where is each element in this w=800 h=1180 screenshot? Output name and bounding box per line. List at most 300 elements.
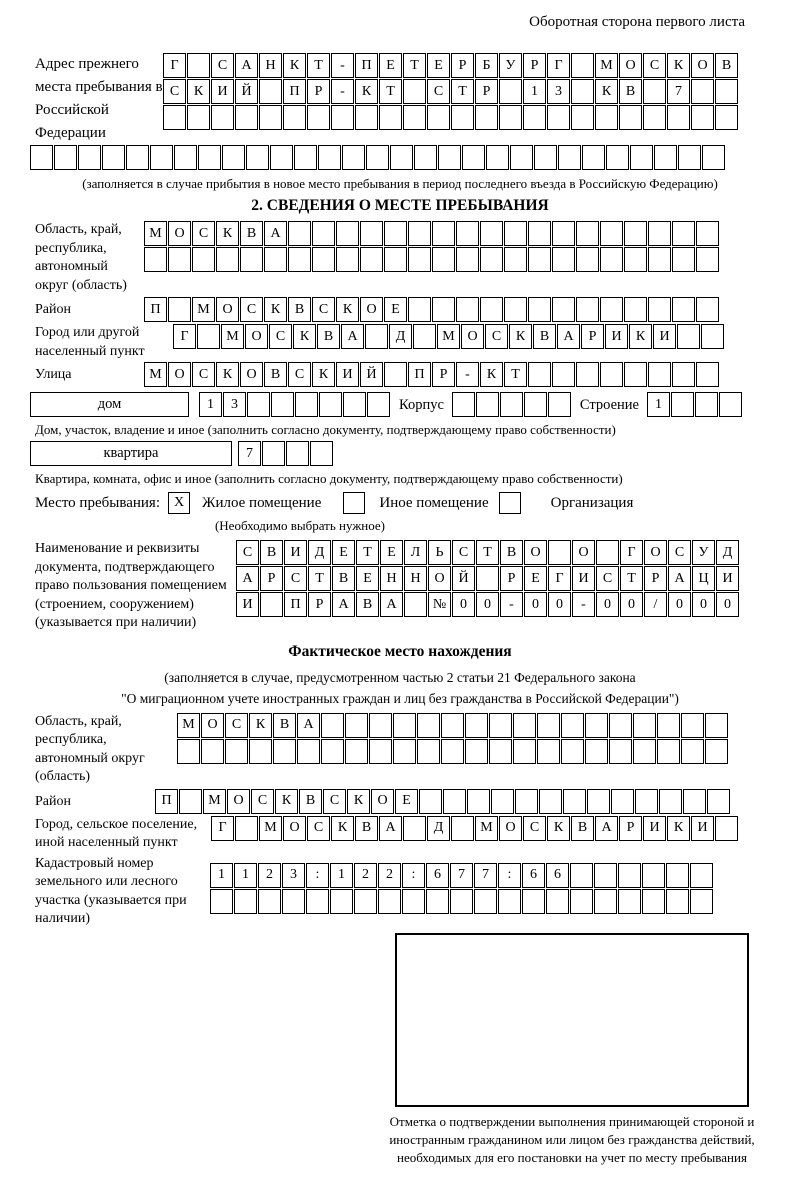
char-box[interactable]: К [331,816,354,841]
checkbox-zhiloe[interactable]: X [168,492,190,514]
char-box[interactable] [480,221,503,246]
char-box[interactable] [624,221,647,246]
char-box[interactable]: С [307,816,330,841]
char-box[interactable]: 1 [330,863,353,888]
char-box[interactable]: К [509,324,532,349]
char-box[interactable] [456,247,479,272]
char-box[interactable] [318,145,341,170]
char-box[interactable] [654,145,677,170]
char-box[interactable]: О [168,221,191,246]
char-box[interactable] [179,789,202,814]
char-box[interactable]: К [667,53,690,78]
char-box[interactable] [681,739,704,764]
char-box[interactable]: С [192,362,215,387]
char-box[interactable] [672,221,695,246]
char-box[interactable] [499,105,522,130]
char-box[interactable]: - [331,53,354,78]
char-box[interactable]: С [284,566,307,591]
char-box[interactable] [619,105,642,130]
char-box[interactable]: 7 [238,441,261,466]
char-box[interactable]: К [216,221,239,246]
char-box[interactable]: У [499,53,522,78]
char-box[interactable] [596,540,619,565]
char-box[interactable] [633,739,656,764]
char-box[interactable]: А [264,221,287,246]
char-box[interactable]: 0 [476,592,499,617]
char-box[interactable]: В [355,816,378,841]
char-box[interactable]: Р [523,53,546,78]
char-box[interactable]: 2 [258,863,281,888]
char-box[interactable]: О [619,53,642,78]
char-box[interactable]: 3 [547,79,570,104]
char-box[interactable]: Т [308,566,331,591]
char-box[interactable] [234,889,257,914]
char-box[interactable] [552,247,575,272]
char-box[interactable] [633,713,656,738]
char-box[interactable] [330,889,353,914]
char-box[interactable]: К [355,79,378,104]
char-box[interactable] [384,362,407,387]
char-box[interactable] [144,247,167,272]
char-box[interactable] [534,145,557,170]
char-box[interactable] [342,145,365,170]
char-box[interactable] [585,713,608,738]
char-box[interactable] [441,739,464,764]
char-box[interactable] [312,221,335,246]
char-box[interactable]: Р [432,362,455,387]
char-box[interactable]: А [557,324,580,349]
char-box[interactable]: О [461,324,484,349]
char-box[interactable] [345,713,368,738]
char-box[interactable]: Й [452,566,475,591]
char-box[interactable] [187,105,210,130]
char-box[interactable] [522,889,545,914]
char-box[interactable] [683,789,706,814]
char-box[interactable]: 1 [234,863,257,888]
char-box[interactable] [600,362,623,387]
char-box[interactable]: И [211,79,234,104]
char-box[interactable] [695,392,718,417]
char-box[interactable]: О [240,362,263,387]
char-box[interactable] [510,145,533,170]
char-box[interactable] [677,324,700,349]
char-box[interactable] [30,145,53,170]
char-box[interactable]: С [312,297,335,322]
char-box[interactable] [168,247,191,272]
char-box[interactable]: О [360,297,383,322]
char-box[interactable]: Е [356,566,379,591]
char-box[interactable] [504,221,527,246]
char-box[interactable] [642,889,665,914]
char-box[interactable] [343,392,366,417]
char-box[interactable] [576,247,599,272]
char-box[interactable] [643,105,666,130]
char-box[interactable]: В [533,324,556,349]
char-box[interactable] [570,889,593,914]
char-box[interactable]: В [500,540,523,565]
char-box[interactable] [691,105,714,130]
char-box[interactable] [354,889,377,914]
char-box[interactable]: Н [404,566,427,591]
char-box[interactable] [635,789,658,814]
char-box[interactable]: М [475,816,498,841]
char-box[interactable] [690,863,713,888]
char-box[interactable] [452,392,475,417]
char-box[interactable]: : [498,863,521,888]
char-box[interactable]: 3 [223,392,246,417]
char-box[interactable]: 1 [210,863,233,888]
char-box[interactable] [163,105,186,130]
char-box[interactable] [259,105,282,130]
char-box[interactable] [198,145,221,170]
char-box[interactable]: М [144,221,167,246]
char-box[interactable] [474,889,497,914]
char-box[interactable] [696,362,719,387]
char-box[interactable]: О [572,540,595,565]
char-box[interactable] [235,105,258,130]
char-box[interactable] [271,392,294,417]
char-box[interactable]: С [225,713,248,738]
char-box[interactable] [594,889,617,914]
char-box[interactable]: / [644,592,667,617]
char-box[interactable] [235,816,258,841]
char-box[interactable]: К [312,362,335,387]
char-box[interactable] [624,247,647,272]
char-box[interactable] [491,789,514,814]
char-box[interactable] [419,789,442,814]
char-box[interactable]: Р [307,79,330,104]
char-box[interactable]: А [236,566,259,591]
char-box[interactable] [571,53,594,78]
char-box[interactable] [648,362,671,387]
char-box[interactable]: В [317,324,340,349]
char-box[interactable] [321,739,344,764]
char-box[interactable] [696,247,719,272]
char-box[interactable] [403,816,426,841]
char-box[interactable] [273,739,296,764]
char-box[interactable]: К [595,79,618,104]
char-box[interactable]: П [144,297,167,322]
char-box[interactable] [417,739,440,764]
char-box[interactable] [102,145,125,170]
char-box[interactable] [701,324,724,349]
char-box[interactable]: Т [307,53,330,78]
char-box[interactable] [336,221,359,246]
char-box[interactable] [476,392,499,417]
char-box[interactable]: И [643,816,666,841]
char-box[interactable]: С [323,789,346,814]
char-box[interactable]: С [427,79,450,104]
char-box[interactable]: В [288,297,311,322]
char-box[interactable]: И [284,540,307,565]
char-box[interactable]: О [227,789,250,814]
char-box[interactable]: С [288,362,311,387]
char-box[interactable] [187,53,210,78]
char-box[interactable]: П [283,79,306,104]
char-box[interactable]: Е [379,53,402,78]
char-box[interactable] [294,145,317,170]
char-box[interactable] [702,145,725,170]
char-box[interactable] [570,863,593,888]
char-box[interactable] [417,713,440,738]
char-box[interactable] [548,540,571,565]
char-box[interactable]: : [402,863,425,888]
char-box[interactable]: К [187,79,210,104]
char-box[interactable]: П [355,53,378,78]
char-box[interactable]: Ц [692,566,715,591]
char-box[interactable]: С [596,566,619,591]
char-box[interactable]: 7 [474,863,497,888]
char-box[interactable] [552,297,575,322]
char-box[interactable] [438,145,461,170]
char-box[interactable] [393,739,416,764]
char-box[interactable]: И [236,592,259,617]
char-box[interactable]: О [168,362,191,387]
char-box[interactable] [384,247,407,272]
char-box[interactable] [258,889,281,914]
char-box[interactable]: Г [211,816,234,841]
char-box[interactable] [600,247,623,272]
char-box[interactable] [467,789,490,814]
char-box[interactable] [427,105,450,130]
char-box[interactable] [672,362,695,387]
char-box[interactable]: И [572,566,595,591]
char-box[interactable] [576,297,599,322]
char-box[interactable] [513,739,536,764]
char-box[interactable]: № [428,592,451,617]
char-box[interactable] [523,105,546,130]
char-box[interactable] [489,739,512,764]
char-box[interactable]: Т [476,540,499,565]
char-box[interactable]: А [380,592,403,617]
char-box[interactable] [451,816,474,841]
char-box[interactable]: Т [379,79,402,104]
char-box[interactable] [262,441,285,466]
char-box[interactable]: К [264,297,287,322]
char-box[interactable] [691,79,714,104]
char-box[interactable] [360,247,383,272]
char-box[interactable] [678,145,701,170]
char-box[interactable] [528,247,551,272]
char-box[interactable] [408,221,431,246]
char-box[interactable] [465,713,488,738]
char-box[interactable] [571,79,594,104]
char-box[interactable] [360,221,383,246]
char-box[interactable]: Т [504,362,527,387]
char-box[interactable] [624,297,647,322]
char-box[interactable]: Т [620,566,643,591]
char-box[interactable] [513,713,536,738]
char-box[interactable]: К [347,789,370,814]
char-box[interactable]: Й [360,362,383,387]
char-box[interactable] [150,145,173,170]
char-box[interactable] [456,297,479,322]
char-box[interactable]: С [192,221,215,246]
char-box[interactable] [528,221,551,246]
char-box[interactable] [465,739,488,764]
char-box[interactable] [696,297,719,322]
char-box[interactable] [707,789,730,814]
char-box[interactable] [197,324,220,349]
char-box[interactable]: С [643,53,666,78]
char-box[interactable]: А [235,53,258,78]
char-box[interactable] [480,247,503,272]
char-box[interactable]: Д [308,540,331,565]
char-box[interactable] [450,889,473,914]
char-box[interactable] [648,297,671,322]
char-box[interactable] [587,789,610,814]
char-box[interactable]: П [284,592,307,617]
char-box[interactable]: Г [620,540,643,565]
char-box[interactable] [426,889,449,914]
char-box[interactable] [306,889,329,914]
char-box[interactable]: О [201,713,224,738]
char-box[interactable]: С [269,324,292,349]
char-box[interactable] [475,105,498,130]
char-box[interactable]: И [336,362,359,387]
char-box[interactable]: Н [259,53,282,78]
char-box[interactable] [648,247,671,272]
char-box[interactable] [696,221,719,246]
char-box[interactable] [441,713,464,738]
char-box[interactable] [618,889,641,914]
char-box[interactable] [609,713,632,738]
char-box[interactable]: 0 [524,592,547,617]
char-box[interactable]: С [211,53,234,78]
char-box[interactable] [259,79,282,104]
char-box[interactable]: - [331,79,354,104]
char-box[interactable]: О [428,566,451,591]
char-box[interactable] [666,889,689,914]
char-box[interactable]: Г [547,53,570,78]
char-box[interactable] [211,105,234,130]
char-box[interactable] [462,145,485,170]
char-box[interactable]: Б [475,53,498,78]
char-box[interactable] [310,441,333,466]
char-box[interactable]: О [283,816,306,841]
char-box[interactable] [630,145,653,170]
char-box[interactable] [666,863,689,888]
char-box[interactable]: Г [548,566,571,591]
char-box[interactable] [393,713,416,738]
char-box[interactable]: К [547,816,570,841]
char-box[interactable] [582,145,605,170]
char-box[interactable]: Д [716,540,739,565]
char-box[interactable]: 0 [692,592,715,617]
char-box[interactable]: К [249,713,272,738]
char-box[interactable]: Г [173,324,196,349]
char-box[interactable]: К [629,324,652,349]
char-box[interactable]: 7 [450,863,473,888]
char-box[interactable] [504,297,527,322]
char-box[interactable] [369,713,392,738]
char-box[interactable] [403,79,426,104]
char-box[interactable]: О [245,324,268,349]
char-box[interactable] [247,392,270,417]
char-box[interactable] [408,297,431,322]
char-box[interactable] [288,247,311,272]
char-box[interactable] [312,247,335,272]
char-box[interactable] [345,739,368,764]
char-box[interactable] [719,392,742,417]
char-box[interactable]: С [485,324,508,349]
char-box[interactable]: М [177,713,200,738]
char-box[interactable]: И [716,566,739,591]
char-box[interactable]: В [299,789,322,814]
char-box[interactable]: Е [332,540,355,565]
char-box[interactable] [515,789,538,814]
char-box[interactable] [558,145,581,170]
char-box[interactable]: В [619,79,642,104]
char-box[interactable] [552,362,575,387]
char-box[interactable]: Д [389,324,412,349]
char-box[interactable]: М [437,324,460,349]
char-box[interactable] [552,221,575,246]
char-box[interactable] [201,739,224,764]
char-box[interactable] [715,105,738,130]
char-box[interactable]: Ь [428,540,451,565]
char-box[interactable]: К [275,789,298,814]
char-box[interactable] [54,145,77,170]
char-box[interactable]: Е [427,53,450,78]
char-box[interactable]: С [236,540,259,565]
char-box[interactable] [561,713,584,738]
char-box[interactable] [585,739,608,764]
char-box[interactable]: Р [475,79,498,104]
char-box[interactable]: Р [451,53,474,78]
char-box[interactable] [307,105,330,130]
char-box[interactable]: - [500,592,523,617]
char-box[interactable] [576,221,599,246]
char-box[interactable] [657,713,680,738]
char-box[interactable] [480,297,503,322]
char-box[interactable] [321,713,344,738]
char-box[interactable]: А [341,324,364,349]
char-box[interactable]: В [332,566,355,591]
char-box[interactable] [611,789,634,814]
char-box[interactable] [667,105,690,130]
char-box[interactable]: А [668,566,691,591]
char-box[interactable] [563,789,586,814]
char-box[interactable] [715,79,738,104]
char-box[interactable] [715,816,738,841]
char-box[interactable] [443,789,466,814]
char-box[interactable] [177,739,200,764]
char-box[interactable]: С [668,540,691,565]
char-box[interactable]: С [251,789,274,814]
char-box[interactable]: Р [308,592,331,617]
char-box[interactable] [489,713,512,738]
char-box[interactable] [561,739,584,764]
char-box[interactable]: О [524,540,547,565]
char-box[interactable] [366,145,389,170]
char-box[interactable] [286,441,309,466]
char-box[interactable] [642,863,665,888]
char-box[interactable]: О [371,789,394,814]
char-box[interactable] [432,247,455,272]
char-box[interactable]: О [644,540,667,565]
char-box[interactable] [404,592,427,617]
char-box[interactable] [216,247,239,272]
char-box[interactable] [476,566,499,591]
char-box[interactable] [548,392,571,417]
char-box[interactable]: Т [403,53,426,78]
char-box[interactable]: А [595,816,618,841]
char-box[interactable]: - [572,592,595,617]
char-box[interactable]: М [595,53,618,78]
char-box[interactable]: 6 [426,863,449,888]
char-box[interactable] [225,739,248,764]
